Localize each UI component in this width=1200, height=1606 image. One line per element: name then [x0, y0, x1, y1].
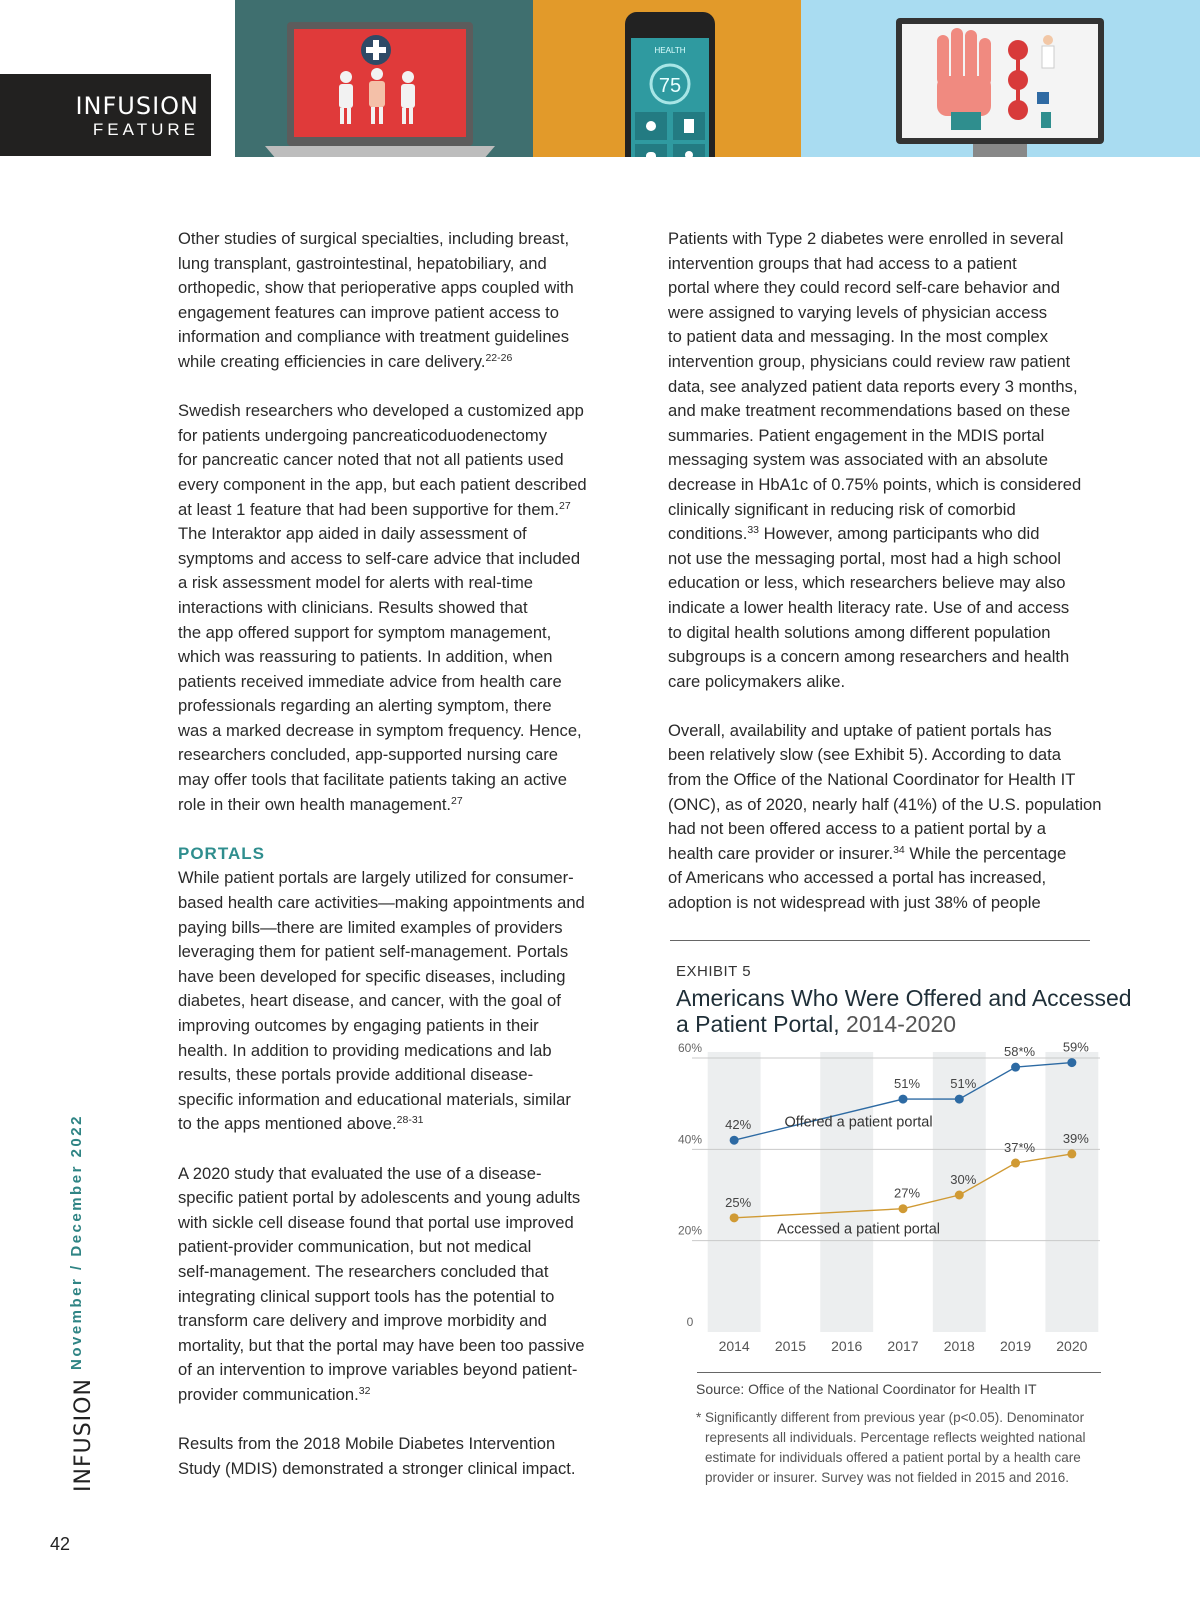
- right-column: [668, 227, 1138, 940]
- x-tick-label: 2020: [1056, 1338, 1088, 1352]
- x-tick-label: 2015: [774, 1338, 807, 1352]
- paragraph: Other studies of surgical specialties, including breast, lung transplant, gastrointestinal, hepatobiliary, and orthopedic, show that perioperative apps coupled with engagement features can improve patient access to information and compliance with treatment guidelines while creating efficiencies in care delivery.$^{22-26}$: [178, 229, 574, 371]
- exhibit-title: Americans Who Were Offered and Accessed a Patient Portal, 2014-2020: [676, 985, 1132, 1037]
- monitor-illustration: [801, 0, 1200, 157]
- x-tick-label: 2018: [943, 1338, 975, 1352]
- x-tick-label: 2016: [831, 1338, 863, 1352]
- data-point: [899, 1095, 908, 1104]
- x-tick-label: 2014: [718, 1338, 750, 1352]
- data-point: [730, 1136, 739, 1145]
- x-tick-label: 2017: [887, 1338, 919, 1352]
- citation: 22-26: [485, 351, 513, 364]
- data-label: 39%: [1062, 1130, 1089, 1146]
- laptop-base: [265, 146, 495, 157]
- health-stats-icon: [1008, 40, 1028, 120]
- paragraph: Swedish researchers who developed a customized app for patients undergoing pancreaticoduodenectomy for pancreatic cancer noted that not all patients used every component in the app, but each patient described at least 1 feature that had been supportive for them.$^{27}$: [178, 401, 587, 519]
- laptop-illustration: [235, 0, 533, 157]
- x-tick-label: 2019: [999, 1338, 1032, 1352]
- citation: 27: [558, 499, 571, 512]
- citation: 27: [451, 794, 463, 807]
- section-heading-portals: PORTALS: [178, 843, 265, 863]
- data-label: 42%: [725, 1117, 752, 1133]
- data-point: [1067, 1058, 1076, 1067]
- monitor-illustration-panel: [801, 0, 1200, 157]
- citation: 33: [747, 524, 760, 537]
- data-point: [1011, 1063, 1020, 1072]
- data-point: [955, 1191, 964, 1200]
- chart-source: Source: Office of the National Coordinator for Health IT: [696, 1381, 1037, 1397]
- y-tick-label: 40%: [677, 1132, 703, 1147]
- paragraph: Results from the 2018 Mobile Diabetes Intervention Study (MDIS) demonstrated a stronger clinical impact.: [178, 1434, 576, 1478]
- exhibit-top-rule: [670, 940, 1090, 941]
- monitor-screen: [902, 24, 1098, 138]
- series-name-label: Accessed a patient portal: [777, 1221, 940, 1238]
- issue-date: November / December 2022: [68, 1114, 85, 1370]
- year-band: [708, 1052, 761, 1332]
- chart-footnote: * Significantly different from previous year (p<0.05). Denominator represents all individuals. Percentage reflects weighted national estimate for individuals offered a patient portal by a health care provider or insurer. Survey was not fielded in 2015 and 2016.: [696, 1410, 1086, 1485]
- infusion-feature-brand: [0, 74, 211, 156]
- y-tick-label: 0: [686, 1315, 694, 1329]
- data-label: 51%: [950, 1076, 977, 1092]
- series-name-label: Offered a patient portal: [784, 1114, 933, 1131]
- side-logo: INFUSION: [71, 1378, 96, 1492]
- year-band: [1045, 1052, 1098, 1332]
- paragraph: While patient portals are largely utilized for consumer- based health care activities—making appointments and paying bills—there are limited examples of providers leveraging them for patient self-management. Portals have been developed for specific diseases, including diabetes, heart disease, and cancer, with the goal of improving outcomes by engaging patients in their health. In addition to providing medications and lab results, these portals provide additional disease- specific information and educational materials, similar to the apps mentioned above.$^{28-31}$: [178, 868, 585, 1134]
- exhibit-bottom-rule: [697, 1372, 1101, 1373]
- data-label: 59%: [1062, 1040, 1089, 1055]
- data-point: [1011, 1159, 1020, 1168]
- data-label: 37*%: [1004, 1140, 1036, 1156]
- data-point: [1067, 1149, 1076, 1158]
- portal-line-chart: [660, 1040, 1120, 1352]
- phone-gauge-value: 75: [658, 75, 682, 97]
- paragraph: Patients with Type 2 diabetes were enrolled in several intervention groups that had access to a patient portal where they could record self-care behavior and were assigned to varying levels of physician access to patient data and messaging. In the most complex intervention group, physicians could review raw patient data, see analyzed patient data reports every 3 months, and make treatment recommendations based on these summaries. Patient engagement in the MDIS portal messaging system was associated with an absolute decrease in HbA1c of 0.75% points, which is considered clinically significant in reducing risk of comorbid conditions.$^{33}$ However, among participants who did not use the messaging portal, most had a high school education or less, which researchers believe may also indicate a lower health literacy rate. Use of and access to digital health solutions among different population subgroups is a concern among researchers and health care policymakers alike.: [668, 229, 1082, 691]
- brand-logo: INFUSION: [75, 92, 199, 120]
- citation: 34: [893, 843, 905, 856]
- data-point: [899, 1204, 908, 1213]
- data-label: 58*%: [1004, 1044, 1036, 1060]
- data-point: [730, 1213, 739, 1222]
- data-label: 25%: [725, 1194, 752, 1210]
- paragraph: The Interaktor app aided in daily assessment of symptoms and access to self-care advice that included a risk assessment model for alerts with real-time interactions with clinicians. Results showed that the app offered support for symptom management, which was reassuring to patients. In addition, when patients received immediate advice from health care professionals regarding an alerting symptom, there was a marked decrease in symptom frequency. Hence, researchers concluded, app-supported nursing care may offer tools that facilitate patients taking an active role in their own health management.$^{27}$: [178, 524, 582, 814]
- medical-bag-icon: [951, 112, 981, 130]
- laptop-illustration-panel: [235, 0, 533, 157]
- paragraph: A 2020 study that evaluated the use of a disease- specific patient portal by adolescents and young adults with sickle cell disease found that portal use improved patient-provider communication, but not medical self-management. The researchers concluded that integrating clinical support tools has the potential to transform care delivery and improve morbidity and mortality, but that the portal may have been too passive of an intervention to improve variables beyond patient- provider communication.$^{32}$: [178, 1163, 585, 1404]
- citation: 28-31: [396, 1114, 424, 1127]
- left-column: [178, 227, 640, 1506]
- citation: 32: [358, 1384, 371, 1397]
- phone-illustration: [533, 0, 801, 157]
- brand-section-label: FEATURE: [92, 120, 199, 139]
- data-label: 30%: [950, 1172, 977, 1187]
- year-band: [820, 1052, 873, 1332]
- phone-illustration-panel: [533, 0, 801, 157]
- exhibit-label: EXHIBIT 5: [676, 963, 752, 980]
- page-number: 42: [50, 1534, 71, 1554]
- data-point: [955, 1095, 964, 1104]
- y-tick-label: 20%: [677, 1223, 703, 1238]
- paragraph: Overall, availability and uptake of patient portals has been relatively slow (see Exhibit 5). According to data from the Office of the National Coordinator for Health IT (ONC), as of 2020, nearly half (41%) of the U.S. population had not been offered access to a patient portal by a health care provider or insurer.$^{34}$ While the percentage of Americans who accessed a portal has increased, adoption is not widespread with just 38% of people: [668, 720, 1102, 913]
- y-tick-label: 60%: [677, 1041, 703, 1055]
- data-label: 27%: [893, 1185, 921, 1201]
- data-label: 51%: [893, 1076, 921, 1092]
- phone-app-label: HEALTH: [654, 46, 686, 55]
